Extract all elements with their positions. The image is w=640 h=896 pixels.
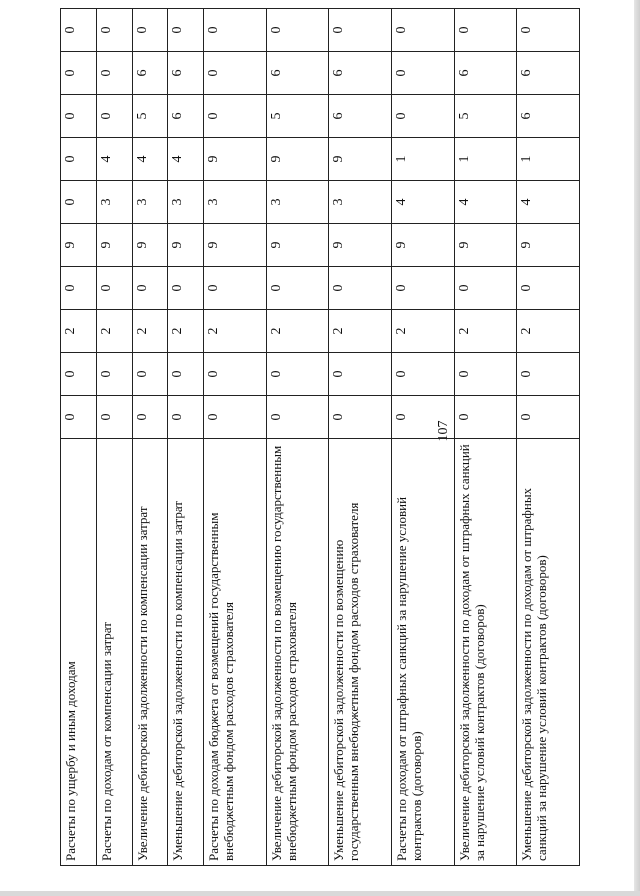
code-digit-cell: 9 <box>266 224 329 267</box>
code-digit-cell: 0 <box>392 9 455 52</box>
row-label-cell: Увеличение дебиторской задолженности по доходам от штрафных санкций за нарушение условий контрактов (договоров) <box>454 439 517 866</box>
code-digit-cell: 4 <box>517 181 580 224</box>
code-digit-cell: 0 <box>517 9 580 52</box>
table-row <box>517 9 580 866</box>
code-digit-cell: 0 <box>392 95 455 138</box>
code-digit-cell: 2 <box>168 310 204 353</box>
code-digit-cell: 0 <box>168 396 204 439</box>
code-digit-cell: 0 <box>96 95 132 138</box>
code-digit-cell: 0 <box>266 353 329 396</box>
code-digit-cell: 0 <box>204 52 267 95</box>
code-digit-cell: 9 <box>168 224 204 267</box>
code-digit-cell: 0 <box>61 52 97 95</box>
code-digit-cell: 3 <box>96 181 132 224</box>
code-digit-cell: 0 <box>517 396 580 439</box>
account-codes-table <box>60 8 580 866</box>
code-digit-cell: 9 <box>61 224 97 267</box>
code-digit-cell: 0 <box>266 396 329 439</box>
code-digit-cell: 4 <box>132 138 168 181</box>
code-digit-cell: 2 <box>61 310 97 353</box>
code-digit-cell: 0 <box>61 353 97 396</box>
code-digit-cell: 0 <box>61 396 97 439</box>
code-digit-cell: 0 <box>61 138 97 181</box>
table-body <box>61 9 580 866</box>
code-digit-cell: 3 <box>266 181 329 224</box>
row-label-cell: Расчеты по доходам от компенсации затрат <box>96 439 132 866</box>
code-digit-cell: 0 <box>454 267 517 310</box>
table-container <box>60 26 580 866</box>
code-digit-cell: 9 <box>204 224 267 267</box>
code-digit-cell: 0 <box>132 396 168 439</box>
code-digit-cell: 0 <box>96 267 132 310</box>
row-label-cell: Расчеты по ущербу и иным доходам <box>61 439 97 866</box>
table-row <box>168 9 204 866</box>
code-digit-cell: 0 <box>392 267 455 310</box>
page-number: 107 <box>436 420 451 442</box>
code-digit-cell: 0 <box>517 353 580 396</box>
code-digit-cell: 0 <box>454 396 517 439</box>
code-digit-cell: 9 <box>517 224 580 267</box>
table-row <box>392 9 455 866</box>
code-digit-cell: 0 <box>266 267 329 310</box>
code-digit-cell: 9 <box>132 224 168 267</box>
table-row <box>96 9 132 866</box>
code-digit-cell: 6 <box>132 52 168 95</box>
code-digit-cell: 0 <box>96 396 132 439</box>
code-digit-cell: 2 <box>329 310 392 353</box>
code-digit-cell: 2 <box>392 310 455 353</box>
code-digit-cell: 2 <box>204 310 267 353</box>
code-digit-cell: 0 <box>168 9 204 52</box>
code-digit-cell: 0 <box>204 267 267 310</box>
code-digit-cell: 0 <box>204 353 267 396</box>
code-digit-cell: 6 <box>517 95 580 138</box>
code-digit-cell: 3 <box>204 181 267 224</box>
code-digit-cell: 6 <box>168 95 204 138</box>
table-row <box>454 9 517 866</box>
row-label-cell: Увеличение дебиторской задолженности по возмещению государственным внебюджетным фондом расходов страхователя <box>266 439 329 866</box>
code-digit-cell: 9 <box>96 224 132 267</box>
code-digit-cell: 1 <box>392 138 455 181</box>
code-digit-cell: 0 <box>96 52 132 95</box>
table-row <box>132 9 168 866</box>
row-label-cell: Уменьшение дебиторской задолженности по возмещению государственным внебюджетным фондом расходов страхователя <box>329 439 392 866</box>
code-digit-cell: 4 <box>168 138 204 181</box>
code-digit-cell: 0 <box>517 267 580 310</box>
code-digit-cell: 0 <box>329 267 392 310</box>
code-digit-cell: 0 <box>132 9 168 52</box>
code-digit-cell: 0 <box>61 95 97 138</box>
code-digit-cell: 9 <box>266 138 329 181</box>
code-digit-cell: 5 <box>454 95 517 138</box>
code-digit-cell: 4 <box>96 138 132 181</box>
code-digit-cell: 0 <box>329 353 392 396</box>
table-row <box>266 9 329 866</box>
code-digit-cell: 0 <box>132 353 168 396</box>
row-label-cell: Увеличение дебиторской задолженности по компенсации затрат <box>132 439 168 866</box>
code-digit-cell: 2 <box>517 310 580 353</box>
code-digit-cell: 0 <box>61 267 97 310</box>
code-digit-cell: 0 <box>132 267 168 310</box>
code-digit-cell: 3 <box>168 181 204 224</box>
code-digit-cell: 2 <box>132 310 168 353</box>
code-digit-cell: 9 <box>329 138 392 181</box>
code-digit-cell: 6 <box>454 52 517 95</box>
code-digit-cell: 6 <box>168 52 204 95</box>
code-digit-cell: 6 <box>266 52 329 95</box>
code-digit-cell: 9 <box>204 138 267 181</box>
code-digit-cell: 0 <box>329 9 392 52</box>
code-digit-cell: 9 <box>454 224 517 267</box>
table-row <box>61 9 97 866</box>
code-digit-cell: 1 <box>454 138 517 181</box>
code-digit-cell: 3 <box>132 181 168 224</box>
code-digit-cell: 6 <box>329 95 392 138</box>
table-row <box>329 9 392 866</box>
row-label-cell: Расчеты по доходам от штрафных санкций за нарушение условий контрактов (договоров) <box>392 439 455 866</box>
row-label-cell: Уменьшение дебиторской задолженности по компенсации затрат <box>168 439 204 866</box>
code-digit-cell: 0 <box>204 95 267 138</box>
code-digit-cell: 5 <box>132 95 168 138</box>
code-digit-cell: 0 <box>392 396 455 439</box>
code-digit-cell: 1 <box>517 138 580 181</box>
table-row <box>204 9 267 866</box>
code-digit-cell: 0 <box>204 396 267 439</box>
row-label-cell: Расчеты по доходам бюджета от возмещений государственным внебюджетным фондом расходов страхователя <box>204 439 267 866</box>
code-digit-cell: 0 <box>392 353 455 396</box>
code-digit-cell: 0 <box>454 353 517 396</box>
code-digit-cell: 4 <box>454 181 517 224</box>
code-digit-cell: 0 <box>266 9 329 52</box>
code-digit-cell: 2 <box>454 310 517 353</box>
code-digit-cell: 0 <box>168 267 204 310</box>
code-digit-cell: 0 <box>168 353 204 396</box>
scan-edge-right <box>634 0 640 896</box>
code-digit-cell: 6 <box>517 52 580 95</box>
code-digit-cell: 4 <box>392 181 455 224</box>
code-digit-cell: 9 <box>329 224 392 267</box>
code-digit-cell: 2 <box>96 310 132 353</box>
code-digit-cell: 0 <box>392 52 455 95</box>
code-digit-cell: 0 <box>204 9 267 52</box>
scan-edge-bottom <box>0 891 640 896</box>
code-digit-cell: 9 <box>392 224 455 267</box>
code-digit-cell: 0 <box>61 181 97 224</box>
row-label-cell: Уменьшение дебиторской задолженности по доходам от штрафных санкций за нарушение условий контрактов (договоров) <box>517 439 580 866</box>
code-digit-cell: 0 <box>61 9 97 52</box>
code-digit-cell: 0 <box>96 353 132 396</box>
code-digit-cell: 3 <box>329 181 392 224</box>
code-digit-cell: 0 <box>454 9 517 52</box>
code-digit-cell: 6 <box>329 52 392 95</box>
code-digit-cell: 2 <box>266 310 329 353</box>
code-digit-cell: 0 <box>96 9 132 52</box>
code-digit-cell: 5 <box>266 95 329 138</box>
code-digit-cell: 0 <box>329 396 392 439</box>
